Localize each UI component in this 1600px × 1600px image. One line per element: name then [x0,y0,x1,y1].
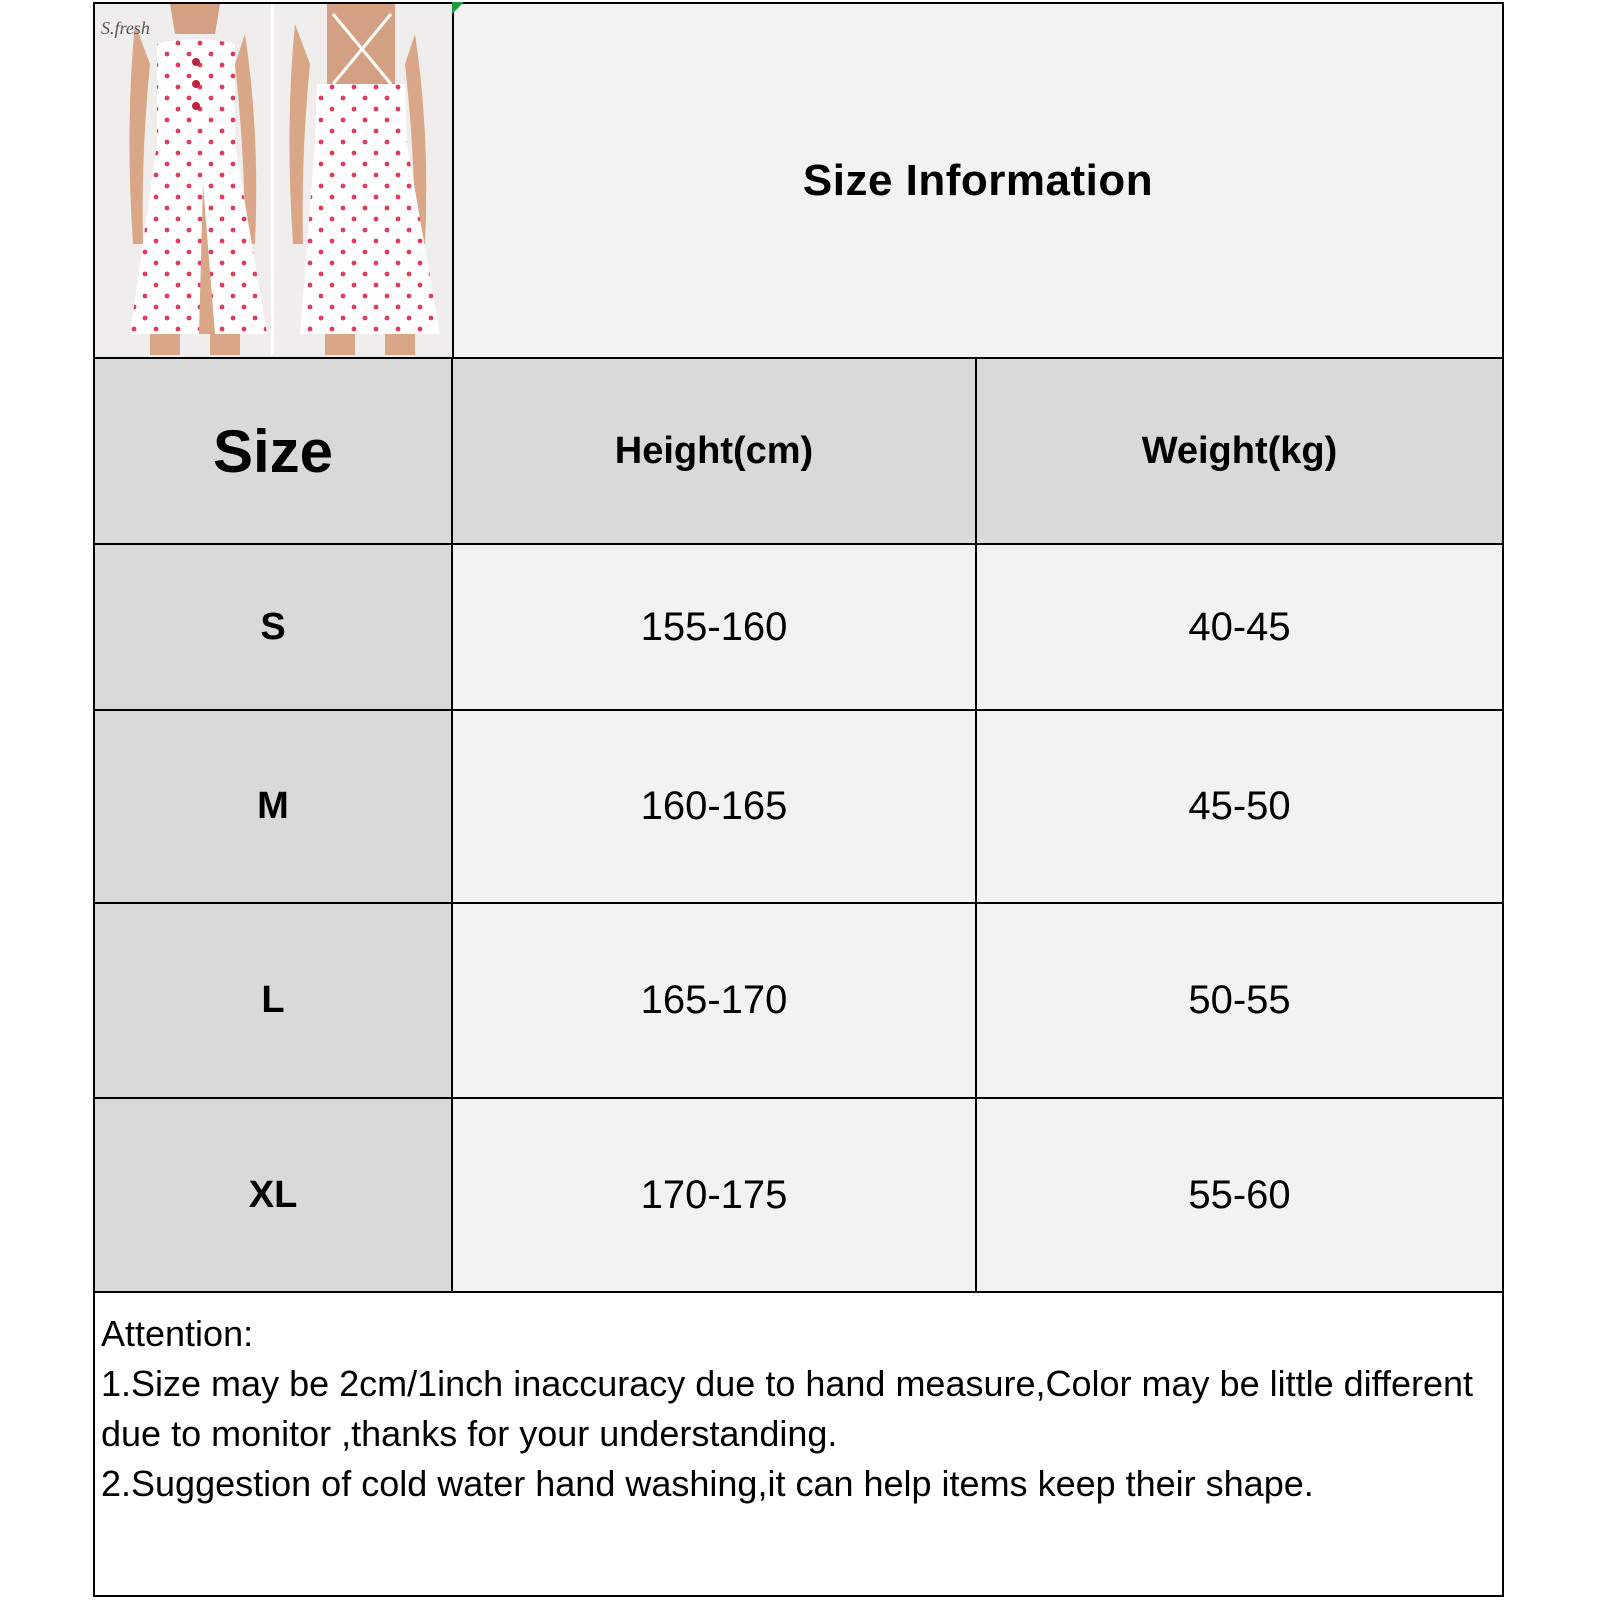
weight-cell: 40-45 [976,544,1502,710]
attention-heading: Attention: [101,1313,254,1354]
size-cell: S [95,544,452,710]
table-row [95,903,1502,1098]
product-photo [95,4,454,359]
height-cell: 165-170 [452,903,976,1098]
table-row [95,1098,1502,1292]
size-cell: L [95,903,452,1098]
height-cell: 160-165 [452,710,976,903]
dress-photo-icon [95,4,450,355]
attention-notes [95,1301,1502,1509]
column-header-weight: Weight(kg) [976,359,1502,544]
cell-corner-marker [452,2,464,14]
table-row [95,544,1502,710]
size-cell: XL [95,1098,452,1292]
size-cell: M [95,710,452,903]
column-header-height: Height(cm) [452,359,976,544]
size-table [95,359,1502,1293]
height-cell: 155-160 [452,544,976,710]
table-header-row [95,359,1502,544]
table-row [95,710,1502,903]
title-cell [454,4,1502,359]
attention-note-2: 2.Suggestion of cold water hand washing,it can help items keep their shape. [101,1463,1314,1504]
size-chart-sheet [93,2,1504,1597]
weight-cell: 55-60 [976,1098,1502,1292]
page-title: Size Information [802,155,1154,205]
height-cell: 170-175 [452,1098,976,1292]
attention-note-1: 1.Size may be 2cm/1inch inaccuracy due to hand measure,Color may be little different due to monitor ,thanks for your understanding. [101,1363,1484,1454]
column-header-size: Size [95,359,452,544]
weight-cell: 45-50 [976,710,1502,903]
weight-cell: 50-55 [976,903,1502,1098]
photo-logo: S.fresh [101,18,150,38]
